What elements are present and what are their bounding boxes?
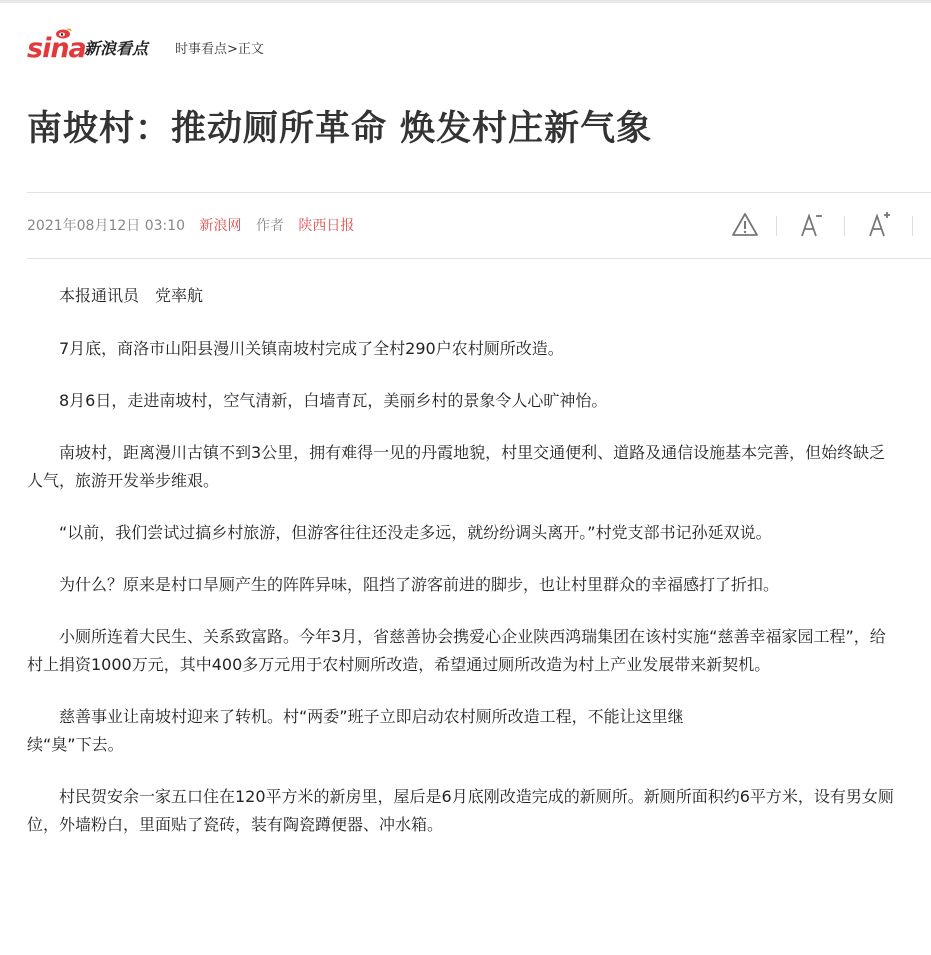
article-title: 南坡村：推动厕所革命 焕发村庄新气象 <box>27 109 653 149</box>
font-increase-button[interactable] <box>862 208 896 242</box>
breadcrumb-section-link[interactable]: 时事看点 <box>175 42 228 57</box>
breadcrumb-separator: > <box>227 42 238 57</box>
author-label: 作者 <box>255 218 284 234</box>
font-decrease-button[interactable] <box>794 208 828 242</box>
article-body <box>27 282 897 839</box>
publish-date: 2021年08月12日 03:10 <box>27 218 186 234</box>
sina-logo[interactable] <box>27 33 167 68</box>
report-button[interactable] <box>728 208 762 242</box>
tool-separator <box>912 216 913 236</box>
brand-text: 新浪看点 <box>84 39 149 58</box>
paragraph: 本报通讯员 党率航 <box>59 286 204 305</box>
source-link[interactable]: 新浪网 <box>199 218 242 234</box>
font-increase-icon <box>862 208 896 242</box>
paragraph: “以前，我们尝试过搞乡村旅游，但游客往往还没走多远，就纷纷调头离开。”村党支部书记孙延双说。 <box>59 523 772 542</box>
paragraph: 南坡村，距离漫川古镇不到3公里，拥有难得一见的丹霞地貌，村里交通便利、道路及通信设施基本完善，但始终缺乏人气，旅游开发举步维艰。 <box>27 443 886 490</box>
paragraph-continuation: 续“臭”下去。 <box>27 735 124 754</box>
paragraph: 慈善事业让南坡村迎来了转机。村“两委”班子立即启动农村厕所改造工程，不能让这里继 <box>59 707 684 726</box>
title-divider <box>27 192 931 193</box>
logo-text: sina <box>27 33 86 64</box>
paragraph: 8月6日，走进南坡村，空气清新，白墙青瓦，美丽乡村的景象令人心旷神怡。 <box>59 391 608 410</box>
meta-divider <box>27 258 931 259</box>
warning-triangle-icon <box>728 208 762 242</box>
font-decrease-icon <box>794 208 828 242</box>
author-link[interactable]: 陕西日报 <box>298 218 355 234</box>
site-header <box>27 25 627 70</box>
paragraph: 小厕所连着大民生、关系致富路。今年3月，省慈善协会携爱心企业陕西鸿瑞集团在该村实施“慈善幸福家园工程”，给村上捐资1000万元，其中400多万元用于农村厕所改造，希望通过厕所改造为村上产业发展带来新契机。 <box>27 627 886 674</box>
paragraph: 7月底，商洛市山阳县漫川关镇南坡村完成了全村290户农村厕所改造。 <box>59 339 564 358</box>
article-meta <box>27 216 364 236</box>
breadcrumb <box>175 41 264 59</box>
breadcrumb-current: 正文 <box>237 42 264 57</box>
paragraph: 为什么？原来是村口旱厕产生的阵阵异味，阻挡了游客前进的脚步，也让村里群众的幸福感打了折扣。 <box>59 575 780 594</box>
top-border <box>0 0 931 3</box>
tool-separator <box>844 216 845 236</box>
tool-separator <box>776 216 777 236</box>
paragraph: 村民贺安余一家五口住在120平方米的新房里，屋后是6月底刚改造完成的新厕所。新厕所面积约6平方米，设有男女厕位，外墙粉白，里面贴了瓷砖，装有陶瓷蹲便器、冲水箱。 <box>27 787 894 834</box>
